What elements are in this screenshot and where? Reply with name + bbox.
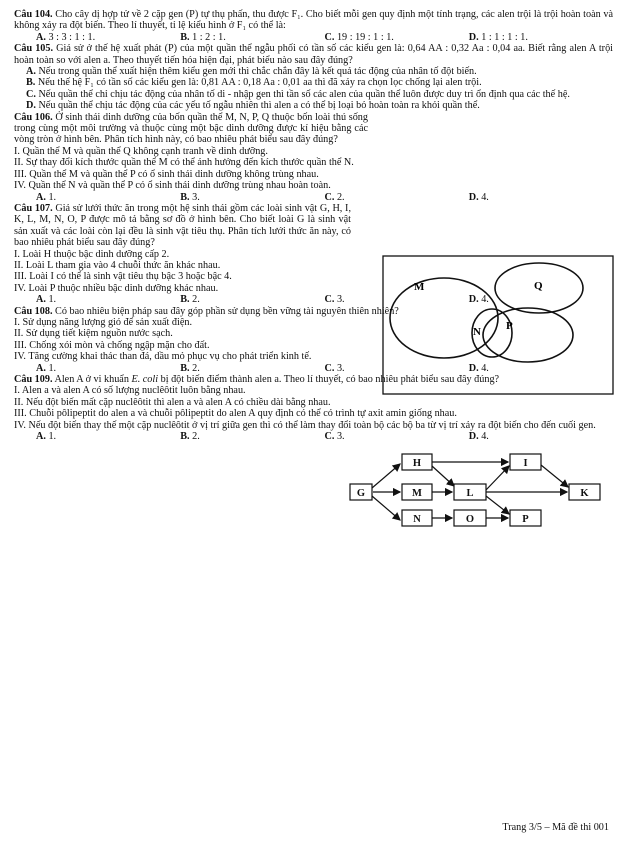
statement-1: I. Alen a và alen A có số lượng nuclêôtit luôn bằng nhau. [14, 385, 246, 397]
question-text: Giả sử lưới thức ăn trong một hệ sinh thái gồm các loài sinh vật G, H, I, K, L, M, N, O, P được mô tả bằng sơ đồ ở hình bên. Cho biết loài G là sinh vật sản xuất và các loài còn lại đều là sinh vật tiêu thụ. Phân tích lưới thức ăn này, có bao nhiêu phát biểu sau đây đúng? [14, 202, 351, 249]
question-104 [14, 9, 613, 32]
option-c: C. 2. [324, 191, 345, 203]
statement-2: II. Nếu đột biến mất cặp nuclêôtit thì alen a và alen A có chiều dài bằng nhau. [14, 396, 331, 408]
question-text: Có bao nhiêu biện pháp sau đây góp phần sử dụng bền vững tài nguyên thiên nhiên? [55, 305, 399, 317]
question-text: Giả sử ở thế hệ xuất phát (P) của một quần thể ngẫu phối có tần số các kiểu gen là: 0,64 AA : 0,32 Aa : 0,04 aa. Biết rằng alen A trội hoàn toàn so với alen a. Theo thuyết tiến hóa hiện đại, phát biểu nào sau đây đúng? [14, 43, 613, 66]
option-c-long: C. Nếu quần thể chỉ chịu tác động của nhân tố di - nhập gen thì tần số các alen của quần thể luôn được duy trì ổn định qua các thế hệ. [26, 88, 570, 100]
option-d: D. 4. [468, 191, 489, 203]
option-c: C. 19 : 19 : 1 : 1. [324, 31, 394, 43]
question-label: Câu 106. [14, 111, 53, 123]
label-p: P [506, 320, 513, 332]
statement-1: I. Quần thể M và quần thể Q không cạnh tranh về dinh dưỡng. [14, 145, 268, 157]
option-a: A. 1. [36, 294, 57, 306]
node-g: G [356, 488, 366, 499]
question-label: Câu 104. [14, 9, 53, 20]
option-a: A. 1. [36, 431, 57, 443]
question-text-part1: Alen A ở vi khuẩn [54, 374, 132, 385]
edge-g-h [372, 464, 400, 488]
option-d: D. 1 : 1 : 1 : 1. [468, 31, 528, 43]
statement-3: III. Loài I có thể là sinh vật tiêu thụ bậc 3 hoặc bậc 4. [14, 271, 232, 283]
node-p: P [522, 514, 529, 525]
question-label: Câu 109. [14, 374, 53, 385]
option-a: A. 3 : 3 : 1 : 1. [36, 31, 96, 43]
node-h: H [412, 458, 422, 469]
option-c: C. 3. [324, 431, 345, 443]
food-web-svg [346, 450, 602, 536]
statement-4: IV. Nếu đột biến thay thế một cặp nuclêôtit ở vị trí giữa gen thì có thể làm thay đổi toàn bộ các bộ ba từ vị trí xảy ra đột biến cho đến cuối gen. [14, 419, 596, 431]
question-106 [14, 112, 368, 146]
option-b: B. 1 : 2 : 1. [180, 31, 226, 43]
option-b: B. 3. [180, 191, 200, 203]
statement-3: III. Chống xói mòn và chống ngập mặn cho đất. [14, 339, 210, 351]
option-a: A. 1. [36, 191, 57, 203]
node-n: N [413, 514, 421, 525]
statement-1: I. Sử dụng năng lượng gió để sản xuất điện. [14, 316, 192, 328]
niche-diagram-svg [382, 255, 614, 395]
option-d: D. 4. [468, 431, 489, 443]
page-footer: Trang 3/5 – Mã đề thi 001 [502, 821, 609, 833]
node-i: I [523, 458, 528, 469]
label-n: N [473, 326, 481, 338]
food-web-diagram [346, 450, 602, 536]
option-d: D. 4. [468, 362, 489, 374]
question-text-part2: bị đột biến điểm thành alen a. Theo lí thuyết, có bao nhiêu phát biểu sau đây đúng? [158, 374, 500, 385]
question-label: Câu 105. [14, 43, 54, 55]
option-b: B. 2. [180, 294, 200, 306]
question-label: Câu 108. [14, 305, 53, 317]
question-text-species: E. coli [131, 374, 159, 385]
options-109 [14, 431, 613, 442]
question-text: Ở sinh thái dinh dưỡng của bốn quần thể M, N, P, Q thuộc bốn loài thú sống trong cùng một môi trường và thuộc cùng một bậc dinh dưỡng được kí hiệu bằng các vòng tròn ở hình bên. Phân tích hình này, có bao nhiêu phát biểu sau đây đúng? [14, 111, 368, 146]
statement-2: II. Sử dụng tiết kiệm nguồn nước sạch. [14, 328, 173, 340]
option-b: B. 2. [180, 431, 200, 443]
statement-4: IV. Quần thể N và quần thể P có ổ sinh thái dinh dưỡng trùng nhau hoàn toàn. [14, 180, 331, 192]
edge-h-l [432, 466, 454, 486]
question-text: Cho cây dị hợp tử về 2 cặp gen (P) tự thụ phấn, thu được F₁. Cho biết mỗi gen quy định một tính trạng, các alen trội là trội hoàn toàn và không xảy ra đột biến. Theo lí thuyết, tỉ lệ kiểu hình ở F₁ có thể là: [14, 9, 613, 32]
node-o: O [465, 514, 475, 525]
option-d: D. 4. [468, 294, 489, 306]
edge-l-p [486, 496, 509, 514]
statement-2: II. Loài L tham gia vào 4 chuỗi thức ăn khác nhau. [14, 259, 221, 271]
statement-3: III. Quần thể M và quần thể P có ổ sinh thái dinh dưỡng không trùng nhau. [14, 168, 319, 180]
edge-l-i [486, 466, 509, 490]
niche-circle-p [483, 308, 573, 362]
option-c: C. 3. [324, 294, 345, 306]
option-d-long: D. Nếu quần thể chịu tác động của các yếu tố ngẫu nhiên thì alen a có thể bị loại bỏ hoàn toàn ra khỏi quần thể. [26, 100, 480, 112]
edge-i-k [541, 465, 568, 487]
node-m: M [412, 488, 422, 499]
niche-circle-m [390, 278, 498, 358]
statement-3: III. Chuỗi pôlipeptit do alen a và chuỗi pôlipeptit do alen A quy định có thể có trình tự axit amin giống nhau. [14, 408, 457, 420]
options-106 [14, 192, 613, 203]
node-l: L [466, 488, 474, 499]
statement-1: I. Loài H thuộc bậc dinh dưỡng cấp 2. [14, 248, 170, 260]
question-107-head [14, 203, 613, 249]
food-web-nodes [350, 454, 600, 526]
option-b-long: B. Nếu thế hệ F₁ có tần số các kiểu gen là: 0,81 AA : 0,18 Aa : 0,01 aa thì đã xảy ra chọn lọc chống lại alen trội. [26, 77, 482, 89]
statement-2: II. Sự thay đổi kích thước quần thể M có thể ảnh hưởng đến kích thước quần thể N. [14, 157, 354, 169]
option-b: B. 2. [180, 362, 200, 374]
option-c: C. 3. [324, 362, 345, 374]
statement-4: IV. Loài P thuộc nhiều bậc dinh dưỡng khác nhau. [14, 282, 219, 294]
statement-4: IV. Tăng cường khai thác than đá, dầu mỏ phục vụ cho phát triển kinh tế. [14, 351, 312, 363]
option-a-long: A. Nếu trong quần thể xuất hiện thêm kiểu gen mới thì chắc chắn đây là kết quả tác động của nhân tố đột biến. [26, 66, 477, 78]
niche-diagram [382, 255, 614, 395]
question-105 [14, 43, 613, 66]
question-label: Câu 107. [14, 202, 53, 214]
label-q: Q [534, 280, 543, 292]
options-104 [14, 32, 613, 43]
edge-g-n [372, 496, 400, 520]
option-a: A. 1. [36, 362, 57, 374]
label-m: M [414, 281, 425, 293]
node-k: K [580, 488, 589, 499]
